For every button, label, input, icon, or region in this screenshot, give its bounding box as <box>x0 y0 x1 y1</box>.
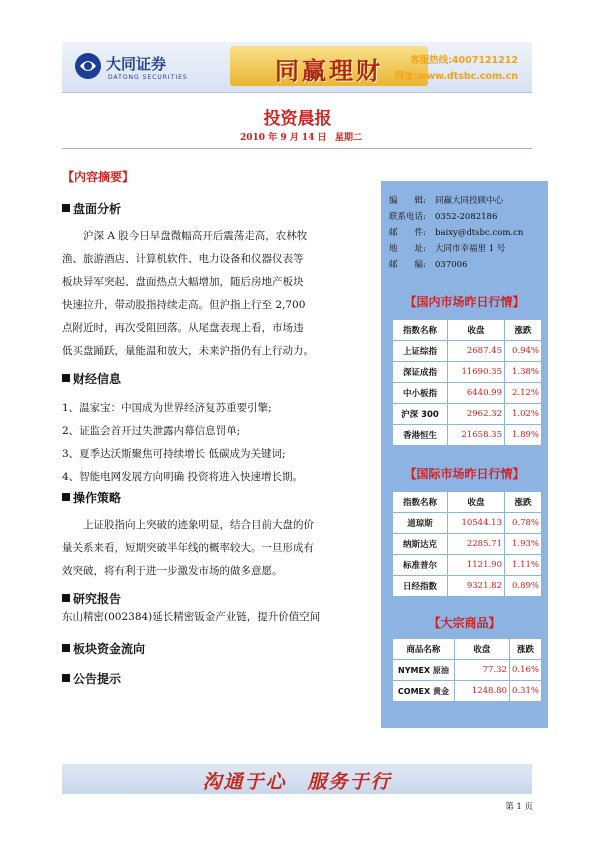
commodity-table <box>392 638 542 702</box>
section-heading-notice: 公告提示 <box>62 670 121 687</box>
brand-name-en: DATONG SECURITIES <box>108 74 188 81</box>
list-item: 4、智能电网发展方向明确 投资将进入快速增长期。 <box>62 471 304 483</box>
title-divider <box>62 148 532 149</box>
hotline-text: 客服热线:4007121212 <box>410 55 518 66</box>
column-header: 指数名称 <box>393 492 448 513</box>
column-header: 商品名称 <box>393 639 455 660</box>
table-row: 纳斯达克 2285.71 1.93% <box>393 534 542 555</box>
bullet-square-icon <box>62 493 70 501</box>
research-report-link[interactable]: 东山精密(002384)延长精密钣金产业链，提升价值空间 <box>62 611 321 623</box>
table-row: 深证成指 11690.35 1.38% <box>393 362 542 383</box>
table-row: 香港恒生 21658.35 1.89% <box>393 425 542 446</box>
column-header: 收盘 <box>448 320 505 341</box>
contact-row-phone: 联系电话: 0352-2082186 <box>389 212 498 222</box>
strategy-text: 上证股指向上突破的迹象明显，结合目前大盘的价 量关系来看，短期突破半年线的概率较大。一旦形成有 效突破，将有利于进一步激发市场的做多意愿。 <box>62 519 314 577</box>
column-header: 收盘 <box>454 639 509 660</box>
report-weekday: 星期二 <box>335 133 363 143</box>
column-header: 收盘 <box>448 492 505 513</box>
table-row: 日经指数 9321.82 0.89% <box>393 576 542 597</box>
commodity-title: 【大宗商品】 <box>428 616 501 630</box>
footer-banner <box>62 764 532 794</box>
table-row: 道琼斯 10544.13 0.78% <box>393 513 542 534</box>
contact-info <box>389 193 523 273</box>
bullet-square-icon <box>62 204 70 212</box>
brand-name: 大同证券 <box>106 55 167 73</box>
contact-row-editor: 编 辑: 同赢大同投顾中心 <box>389 196 504 206</box>
section-heading-finance: 财经信息 <box>62 370 121 387</box>
section-heading-market: 盘面分析 <box>62 200 121 217</box>
page-number: 第 1 页 <box>505 802 533 812</box>
list-item: 3、夏季达沃斯聚焦可持续增长 低碳成为关键词; <box>62 448 286 460</box>
list-item: 2、证监会首开过失泄露内幕信息罚单; <box>62 425 241 437</box>
column-header: 涨跌 <box>505 492 542 513</box>
section-heading-research: 研究报告 <box>62 590 121 607</box>
list-item: 1、温家宝：中国成为世界经济复苏重要引擎; <box>62 402 272 414</box>
summary-heading: 【内容摘要】 <box>62 170 135 184</box>
international-market-table <box>392 491 542 597</box>
website-text: 网址:www.dtsbc.com.cn <box>394 71 518 82</box>
table-row: 沪深 300 2962.32 1.02% <box>393 404 542 425</box>
header-banner <box>62 42 532 93</box>
table-row: COMEX 黄金 1248.80 0.31% <box>393 681 542 702</box>
contact-row-postcode: 邮 编: 037006 <box>389 260 468 270</box>
contact-row-address: 地 址: 大同市幸福里 1 号 <box>389 244 506 254</box>
report-date: 2010 年 9 月 14 日 <box>240 133 327 143</box>
section-heading-capital: 板块资金流向 <box>62 640 145 657</box>
section-heading-strategy: 操作策略 <box>62 489 121 506</box>
international-market-title: 【国际市场昨日行情】 <box>404 467 525 481</box>
contact-row-email: 邮 件: baixy@dtsbc.com.cn <box>389 228 524 238</box>
table-row: 中小板指 6440.99 2.12% <box>393 383 542 404</box>
footer-slogan: 沟通于心 服务于行 <box>202 771 392 793</box>
market-analysis-text: 沪深 A 股今日早盘微幅高开后震荡走高，农林牧 渔、旅游酒店、计算机软件、电力设备和仪器仪表等 板块异军突起、盘面热点大幅增加，随后房地产板块 快速拉升，带动股指持续走高。但沪指上行至 2,700 点附近时，再次受阻回落。从尾盘表现上看，市场违 低买盘踊跃，量能温和放大，未来沪指仍有上行动力。 <box>62 230 314 357</box>
bullet-square-icon <box>62 594 70 602</box>
domestic-market-title: 【国内市场昨日行情】 <box>404 295 525 309</box>
datong-logo-icon <box>74 52 102 80</box>
column-header: 涨跌 <box>509 639 541 660</box>
domestic-market-table <box>392 319 542 446</box>
table-row: 上证综指 2687.45 0.94% <box>393 341 542 362</box>
table-row: 标准普尔 1121.90 1.11% <box>393 555 542 576</box>
bullet-square-icon <box>62 374 70 382</box>
column-header: 指数名称 <box>393 320 448 341</box>
page-title: 投资晨报 <box>263 109 332 129</box>
table-row: NYMEX 原油 77.32 0.16% <box>393 660 542 681</box>
column-header: 涨跌 <box>505 320 542 341</box>
brand-slogan: 同赢理财 <box>275 57 383 85</box>
finance-news-list <box>62 397 352 489</box>
bullet-square-icon <box>62 674 70 682</box>
bullet-square-icon <box>62 644 70 652</box>
